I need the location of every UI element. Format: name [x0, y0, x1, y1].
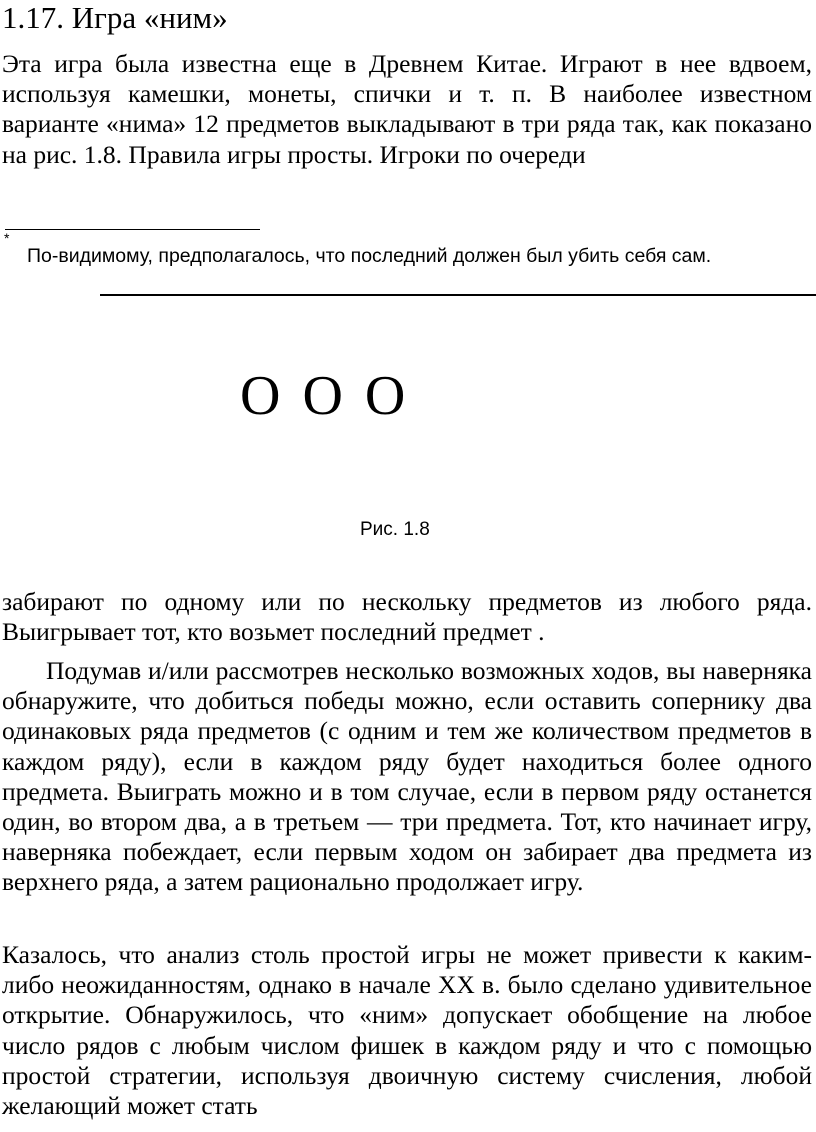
generalization-paragraph: Казалось, что анализ столь простой игры не может привести к каким-либо неожиданностям, однако в начале XX в. было сделано удивительное открытие. Обнаружилось, что «ним» допускает обобщение на любое число рядов с любым числом фишек в каждом ряду и что с помощью простой стратегии, используя двоичную систему счисления, любой желающий может стать	[2, 940, 812, 1121]
strategy-paragraph: Подумав и/или рассмотрев несколько возможных ходов, вы наверняка обнаружите, что добиться победы можно, если оставить сопернику два одинаковых ряда предметов (с одним и тем же количеством предметов в каждом ряду), если в каждом ряду будет находиться более одного предмета. Выиграть можно и в том случае, если в первом ряду останется один, во втором два, а в третьем — три предмета. Тот, кто начинает игру, наверняка побеждает, если первым ходом он забирает два предмета из верхнего ряда, а затем рационально продолжает игру.	[2, 656, 812, 897]
intro-paragraph: Эта игра была известна еще в Древнем Китае. Играют в нее вдвоем, используя камешки, монеты, спички и т. п. В наиболее известном варианте «нима» 12 предметов выкладывают в три ряда так, как показано на рис. 1.8. Правила игры просты. Игроки по очереди	[2, 49, 812, 169]
nim-token: O	[364, 365, 406, 427]
footnote-divider	[5, 229, 260, 230]
footnote-text: По-видимому, предполагалось, что последний должен был убить себя сам.	[27, 245, 712, 267]
continuation-paragraph: забирают по одному или по нескольку предметов из любого ряда. Выигрывает тот, кто возьмет последний предмет .	[2, 587, 812, 647]
nim-token: O	[302, 365, 343, 427]
figure-caption: Рис. 1.8	[360, 519, 430, 540]
figure-1-8	[0, 300, 816, 580]
nim-token: O	[240, 365, 281, 427]
footnote-mark: *	[4, 230, 10, 246]
figure-divider	[100, 294, 816, 296]
nim-tokens-row	[240, 364, 405, 428]
section-title: 1.17. Игра «ним»	[2, 0, 228, 35]
